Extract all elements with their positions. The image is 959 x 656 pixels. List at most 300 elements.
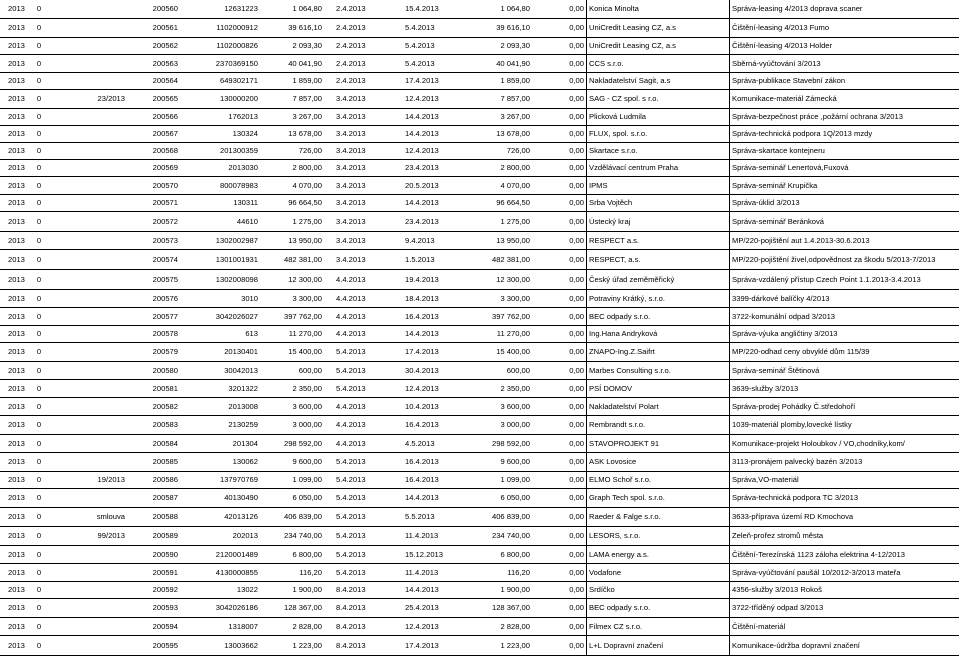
table-row [0,270,959,290]
cell-smlouva [85,212,125,231]
cell-castka: 6 050,00 [292,493,322,503]
cell-dodavatel: ASK Lovosice [589,457,637,467]
column-divider [586,160,587,176]
cell-datum_splatnosti: 25.4.2013 [405,603,439,613]
cell-popis: Správa-vyúčtování paušál 10/2012-3/2013 mateřa [732,567,901,577]
cell-castka_celkem: 96 664,50 [496,198,530,208]
cell-popis: Komunikace-projekt Holoubkov / VO,chodníky,kom/ [732,438,905,448]
cell-zbyva: 0,00 [569,531,584,541]
cell-rok: 2013 [8,180,25,190]
cell-doklad: 200595 [152,640,178,650]
cell-rok: 2013 [8,58,25,68]
cell-castka: 2 828,00 [292,621,322,631]
column-divider [586,326,587,342]
cell-popis: Čištění-Terezínská 1123 záloha elektrina 4-12/2013 [732,549,905,559]
cell-rok: 2013 [8,254,25,264]
cell-castka: 298 592,00 [283,438,322,448]
cell-dodavatel: Srdíčko [589,585,615,595]
cell-datum_splatnosti: 17.4.2013 [405,347,439,357]
column-divider [586,599,587,617]
column-divider [586,250,587,269]
cell-smlouva [85,0,125,18]
cell-castka: 3 267,00 [292,112,322,122]
cell-datum_prijeti: 8.4.2013 [336,603,366,613]
cell-doklad: 200577 [152,311,178,321]
cell-dodavatel: RESPECT a.s. [589,235,640,245]
cell-datum_splatnosti: 15.12.2013 [405,549,444,559]
cell-datum_prijeti: 8.4.2013 [336,640,366,650]
column-divider [729,19,730,37]
cell-vs: 30042013 [224,365,258,375]
cell-zbyva: 0,00 [569,567,584,577]
column-divider [586,453,587,471]
cell-castka_celkem: 3 600,00 [500,401,530,411]
cell-zbyva: 0,00 [569,180,584,190]
cell-datum_prijeti: 3.4.2013 [336,235,366,245]
cell-doklad: 200561 [152,23,178,33]
cell-dodavatel: Plicková Ludmila [589,112,646,122]
cell-datum_prijeti: 2.4.2013 [336,58,366,68]
cell-rok: 2013 [8,512,25,522]
cell-zbyva: 0,00 [569,347,584,357]
cell-smlouva [85,73,125,89]
cell-castka: 6 800,00 [292,549,322,559]
cell-doklad: 200585 [152,457,178,467]
column-divider [729,55,730,72]
cell-datum_prijeti: 5.4.2013 [336,493,366,503]
cell-datum_prijeti: 3.4.2013 [336,94,366,104]
table-row [0,109,959,126]
cell-typ: 0 [36,129,42,139]
cell-rok: 2013 [8,41,25,51]
cell-rok: 2013 [8,640,25,650]
table-row [0,143,959,160]
cell-dodavatel: Skartace s.r.o. [589,146,638,156]
column-divider [586,290,587,307]
column-divider [729,212,730,231]
cell-rok: 2013 [8,23,25,33]
cell-rok: 2013 [8,311,25,321]
cell-castka_celkem: 2 350,00 [500,383,530,393]
table-row [0,73,959,90]
cell-smlouva [85,398,125,415]
cell-vs: 1102000826 [216,41,258,51]
column-divider [729,416,730,434]
cell-zbyva: 0,00 [569,129,584,139]
cell-rok: 2013 [8,129,25,139]
cell-typ: 0 [36,163,42,173]
cell-dodavatel: Ing.Hana Andryková [589,329,658,339]
column-divider [586,38,587,54]
cell-popis: Správa-publikace Stavební zákon [732,76,846,86]
cell-castka: 1 099,00 [292,475,322,485]
column-divider [586,90,587,108]
cell-datum_prijeti: 3.4.2013 [336,146,366,156]
table-row [0,489,959,508]
cell-popis: Správa,VO-materiál [732,475,799,485]
cell-vs: 3201322 [228,383,258,393]
cell-doklad: 200574 [152,254,178,264]
cell-datum_splatnosti: 5.4.2013 [405,41,435,51]
cell-rok: 2013 [8,163,25,173]
cell-smlouva [85,636,125,655]
cell-zbyva: 0,00 [569,475,584,485]
cell-castka: 234 740,00 [283,531,322,541]
cell-rok: 2013 [8,94,25,104]
cell-typ: 0 [36,585,42,595]
cell-rok: 2013 [8,621,25,631]
cell-typ: 0 [36,235,42,245]
cell-datum_prijeti: 5.4.2013 [336,475,366,485]
cell-doklad: 200586 [152,475,178,485]
cell-datum_splatnosti: 14.4.2013 [405,493,439,503]
column-divider [729,143,730,159]
cell-vs: 1302008098 [215,274,258,284]
cell-rok: 2013 [8,4,25,14]
cell-datum_splatnosti: 12.4.2013 [405,383,439,393]
column-divider [586,55,587,72]
cell-castka_celkem: 40 041,90 [496,58,530,68]
cell-smlouva [85,290,125,307]
cell-rok: 2013 [8,235,25,245]
cell-dodavatel: PSÍ DOMOV [589,383,633,393]
cell-castka_celkem: 13 678,00 [496,129,530,139]
cell-smlouva [85,582,125,598]
cell-zbyva: 0,00 [569,512,584,522]
column-divider [729,250,730,269]
cell-popis: Správa-úklid 3/2013 [732,198,800,208]
table-row [0,160,959,177]
column-divider [729,90,730,108]
cell-vs: 3010 [241,293,258,303]
cell-castka_celkem: 6 800,00 [500,549,530,559]
cell-datum_prijeti: 3.4.2013 [336,180,366,190]
cell-doklad: 200564 [152,76,178,86]
cell-castka: 40 041,90 [288,58,322,68]
cell-doklad: 200579 [152,347,178,357]
cell-vs: 3042026186 [215,603,258,613]
cell-smlouva [85,177,125,194]
cell-castka: 7 857,00 [292,94,322,104]
column-divider [586,109,587,125]
cell-doklad: 200589 [152,531,178,541]
cell-smlouva [85,160,125,176]
cell-castka_celkem: 12 300,00 [496,274,530,284]
cell-smlouva [85,564,125,581]
cell-typ: 0 [36,420,42,430]
cell-doklad: 200578 [152,329,178,339]
cell-popis: 3722-tříděný odpad 3/2013 [732,603,824,613]
cell-datum_prijeti: 2.4.2013 [336,4,366,14]
column-divider [729,564,730,581]
cell-smlouva: 99/2013 [97,531,125,541]
cell-castka_celkem: 116,20 [507,567,530,577]
cell-zbyva: 0,00 [569,383,584,393]
cell-castka: 1 064,80 [292,4,322,14]
cell-datum_prijeti: 3.4.2013 [336,163,366,173]
cell-smlouva [85,38,125,54]
cell-rok: 2013 [8,457,25,467]
table-row [0,55,959,73]
cell-castka: 1 859,00 [292,76,322,86]
cell-smlouva [85,143,125,159]
cell-popis: Správa-technická podpora TC 3/2013 [732,493,859,503]
column-divider [586,0,587,18]
cell-datum_splatnosti: 11.4.2013 [405,567,439,577]
table-row [0,250,959,270]
cell-rok: 2013 [8,76,25,86]
cell-typ: 0 [36,254,42,264]
column-divider [729,546,730,563]
table-row [0,232,959,250]
cell-castka: 9 600,00 [292,457,322,467]
cell-datum_splatnosti: 19.4.2013 [405,274,439,284]
cell-doklad: 200587 [152,493,178,503]
cell-vs: 130324 [232,129,258,139]
cell-datum_prijeti: 3.4.2013 [336,112,366,122]
column-divider [729,489,730,507]
cell-smlouva [85,270,125,289]
cell-rok: 2013 [8,493,25,503]
column-divider [729,599,730,617]
cell-typ: 0 [36,531,42,541]
cell-zbyva: 0,00 [569,76,584,86]
cell-smlouva: smlouva [96,512,125,522]
cell-popis: Správa-prodej Pohádky Č.středohoří [732,401,856,411]
cell-datum_prijeti: 4.4.2013 [336,274,366,284]
column-divider [729,618,730,635]
column-divider [729,472,730,488]
table-row [0,0,959,19]
cell-datum_prijeti: 3.4.2013 [336,198,366,208]
table-row [0,416,959,435]
table-row [0,380,959,398]
cell-castka_celkem: 234 740,00 [491,531,530,541]
cell-typ: 0 [36,365,42,375]
cell-smlouva [85,546,125,563]
cell-typ: 0 [36,549,42,559]
cell-doklad: 200591 [152,567,178,577]
cell-datum_splatnosti: 17.4.2013 [405,76,439,86]
cell-zbyva: 0,00 [569,401,584,411]
cell-smlouva [85,326,125,342]
cell-datum_prijeti: 4.4.2013 [336,311,366,321]
column-divider [586,232,587,249]
cell-datum_splatnosti: 11.4.2013 [405,531,439,541]
cell-castka_celkem: 1 099,00 [500,475,530,485]
table-row [0,38,959,55]
cell-dodavatel: RESPECT, a.s. [589,254,641,264]
cell-datum_splatnosti: 14.4.2013 [405,198,439,208]
cell-vs: 613 [245,329,258,339]
cell-smlouva [85,343,125,361]
cell-datum_prijeti: 2.4.2013 [336,76,366,86]
cell-doklad: 200588 [152,512,178,522]
column-divider [729,195,730,211]
cell-castka_celkem: 397 762,00 [491,311,530,321]
column-divider [586,546,587,563]
cell-datum_splatnosti: 1.5.2013 [405,254,435,264]
cell-typ: 0 [36,457,42,467]
cell-doklad: 200568 [152,146,178,156]
column-divider [729,582,730,598]
cell-rok: 2013 [8,329,25,339]
cell-rok: 2013 [8,274,25,284]
column-divider [586,362,587,379]
cell-popis: Správa-skartace kontejneru [732,146,825,156]
cell-rok: 2013 [8,420,25,430]
column-divider [586,143,587,159]
cell-zbyva: 0,00 [569,58,584,68]
cell-vs: 13003662 [224,640,258,650]
cell-popis: Správa-seminář Krupička [732,180,818,190]
cell-datum_splatnosti: 4.5.2013 [405,438,435,448]
cell-vs: 130000200 [219,94,258,104]
cell-datum_splatnosti: 30.4.2013 [405,365,439,375]
cell-castka: 482 381,00 [283,254,322,264]
column-divider [729,232,730,249]
cell-smlouva [85,362,125,379]
table-row [0,308,959,326]
cell-zbyva: 0,00 [569,457,584,467]
cell-zbyva: 0,00 [569,94,584,104]
cell-datum_splatnosti: 5.4.2013 [405,58,435,68]
cell-vs: 42013126 [224,512,258,522]
column-divider [586,582,587,598]
cell-dodavatel: Nakladatelství Polart [589,401,659,411]
cell-popis: Správa-leasing 4/2013 doprava scaner [732,4,863,14]
cell-rok: 2013 [8,365,25,375]
cell-rok: 2013 [8,531,25,541]
cell-dodavatel: Rembrandt s.r.o. [589,420,646,430]
cell-zbyva: 0,00 [569,163,584,173]
cell-typ: 0 [36,621,42,631]
cell-vs: 3042026027 [215,311,258,321]
table-row [0,636,959,656]
column-divider [729,308,730,325]
cell-datum_prijeti: 4.4.2013 [336,293,366,303]
cell-typ: 0 [36,274,42,284]
cell-castka_celkem: 1 223,00 [500,640,530,650]
column-divider [729,343,730,361]
column-divider [586,564,587,581]
cell-doklad: 200590 [152,549,178,559]
table-row [0,212,959,232]
cell-castka_celkem: 13 950,00 [496,235,530,245]
cell-rok: 2013 [8,475,25,485]
cell-popis: Čištění-leasing 4/2013 Fumo [732,23,830,33]
cell-rok: 2013 [8,585,25,595]
cell-datum_splatnosti: 17.4.2013 [405,640,439,650]
cell-zbyva: 0,00 [569,311,584,321]
cell-popis: 3722-komunální odpad 3/2013 [732,311,836,321]
cell-castka_celkem: 4 070,00 [500,180,530,190]
column-divider [586,508,587,526]
cell-dodavatel: SAG - CZ spol. s r.o. [589,94,659,104]
cell-doklad: 200573 [152,235,178,245]
cell-rok: 2013 [8,293,25,303]
cell-castka: 2 350,00 [292,383,322,393]
cell-popis: Správa-seminář Štětinová [732,365,820,375]
cell-smlouva [85,380,125,397]
cell-dodavatel: FLUX, spol. s.r.o. [589,129,648,139]
column-divider [586,618,587,635]
cell-dodavatel: Český úřad zeměměřický [589,274,675,284]
cell-doklad: 200562 [152,41,178,51]
cell-datum_splatnosti: 5.5.2013 [405,512,435,522]
cell-vs: 800078983 [219,180,258,190]
cell-smlouva [85,618,125,635]
cell-castka_celkem: 1 900,00 [500,585,530,595]
cell-datum_prijeti: 8.4.2013 [336,621,366,631]
cell-zbyva: 0,00 [569,23,584,33]
cell-datum_splatnosti: 14.4.2013 [405,585,439,595]
column-divider [586,380,587,397]
table-row [0,177,959,195]
cell-zbyva: 0,00 [569,146,584,156]
cell-datum_prijeti: 4.4.2013 [336,329,366,339]
column-divider [729,435,730,452]
cell-datum_splatnosti: 12.4.2013 [405,621,439,631]
column-divider [586,472,587,488]
cell-dodavatel: Filmex CZ s.r.o. [589,621,643,631]
cell-castka_celkem: 2 800,00 [500,163,530,173]
cell-dodavatel: Vodafone [589,567,622,577]
cell-datum_splatnosti: 14.4.2013 [405,329,439,339]
cell-smlouva [85,195,125,211]
table-row [0,453,959,472]
table-row [0,472,959,489]
cell-castka: 397 762,00 [283,311,322,321]
cell-datum_splatnosti: 10.4.2013 [405,401,439,411]
cell-dodavatel: LAMA energy a.s. [589,549,649,559]
cell-zbyva: 0,00 [569,4,584,14]
cell-datum_splatnosti: 16.4.2013 [405,475,439,485]
cell-castka: 3 000,00 [292,420,322,430]
cell-castka: 1 900,00 [292,585,322,595]
cell-popis: Správa-seminář Beránková [732,216,825,226]
cell-dodavatel: Graph Tech spol. s.r.o. [589,493,665,503]
cell-castka_celkem: 600,00 [506,365,530,375]
cell-doklad: 200570 [152,180,178,190]
cell-vs: 12631223 [224,4,258,14]
cell-typ: 0 [36,76,42,86]
cell-datum_prijeti: 3.4.2013 [336,216,366,226]
cell-datum_prijeti: 5.4.2013 [336,365,366,375]
cell-zbyva: 0,00 [569,41,584,51]
cell-castka_celkem: 9 600,00 [500,457,530,467]
cell-vs: 13022 [236,585,258,595]
cell-smlouva: 19/2013 [97,475,125,485]
cell-castka_celkem: 6 050,00 [500,493,530,503]
cell-dodavatel: UniCredit Leasing CZ, a.s [589,41,676,51]
cell-castka_celkem: 3 300,00 [500,293,530,303]
cell-datum_prijeti: 5.4.2013 [336,549,366,559]
cell-datum_splatnosti: 23.4.2013 [405,216,439,226]
cell-smlouva [85,232,125,249]
cell-typ: 0 [36,23,42,33]
cell-typ: 0 [36,58,42,68]
cell-vs: 649302171 [219,76,258,86]
cell-doklad: 200581 [152,383,178,393]
cell-castka: 2 093,30 [292,41,322,51]
column-divider [729,160,730,176]
cell-castka_celkem: 2 093,30 [500,41,530,51]
cell-datum_prijeti: 4.4.2013 [336,438,366,448]
column-divider [586,73,587,89]
cell-typ: 0 [36,567,42,577]
cell-vs: 2130259 [228,420,258,430]
